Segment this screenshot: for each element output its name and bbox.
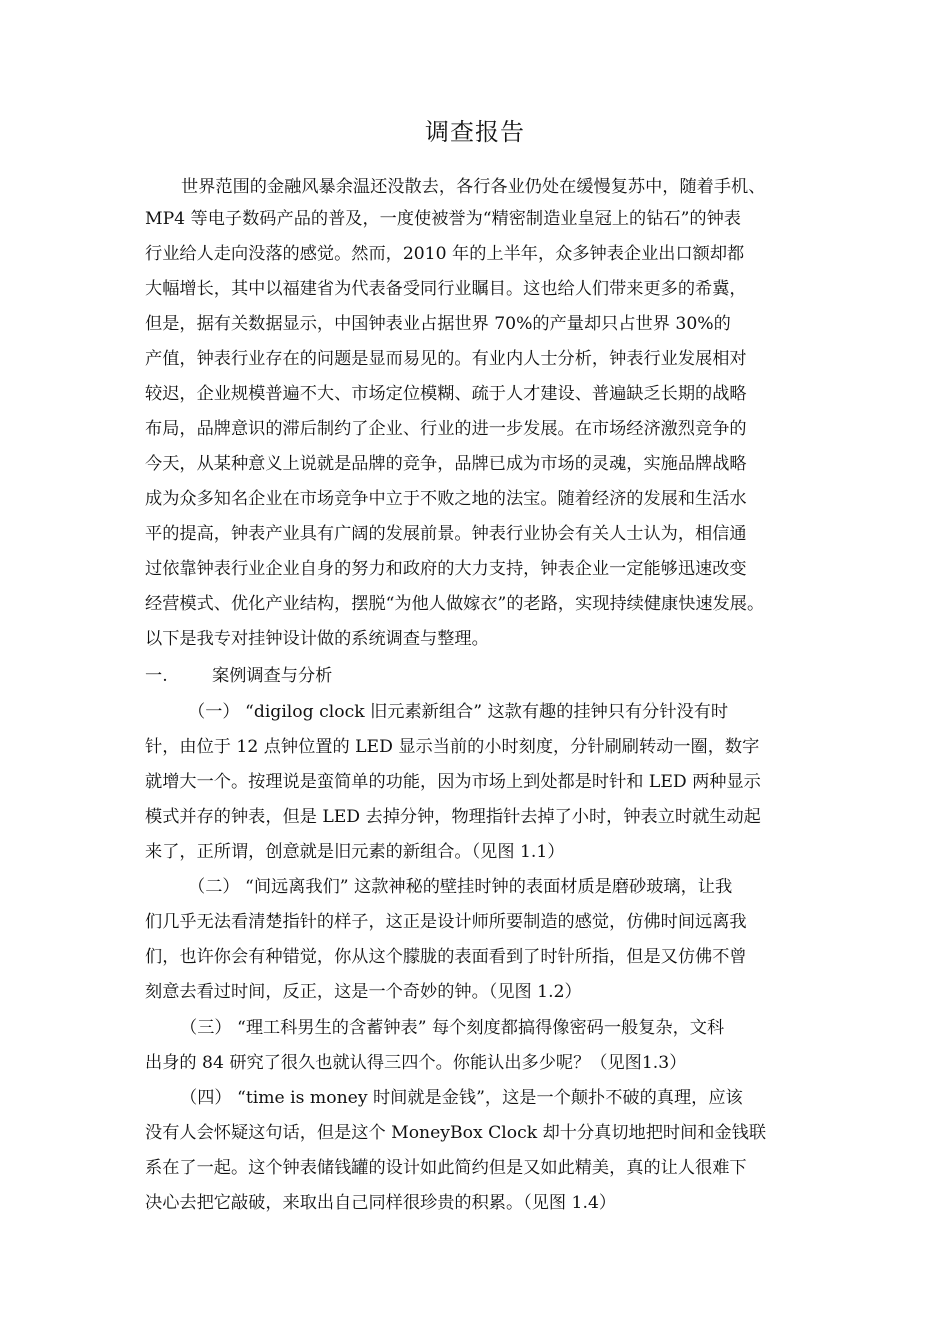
case4-line: 决心去把它敲破，来取出自己同样很珍贵的积累。（见图 1.4） [145,1193,617,1213]
intro-line: 大幅增长，其中以福建省为代表备受同行业瞩目。这也给人们带来更多的希冀， [145,279,747,299]
intro-line: 行业给人走向没落的感觉。然而，2010 年的上半年，众多钟表企业出口额却都 [145,244,745,264]
case2-line: 们几乎无法看清楚指针的样子，这正是设计师所要制造的感觉，仿佛时间远离我 [145,912,747,932]
document-title: 调查报告 [425,118,525,146]
case2-line: （二） “间远离我们” 这款神秘的壁挂时钟的表面材质是磨砂玻璃，让我 [188,877,733,897]
intro-line: 布局，品牌意识的滞后制约了企业、行业的进一步发展。在市场经济激烈竞争的 [145,419,747,439]
section-number: 一. [145,666,168,686]
intro-line: 但是，据有关数据显示，中国钟表业占据世界 70%的产量却只占世界 30%的 [145,314,731,334]
intro-line: 世界范围的金融风暴余温还没散去，各行各业仍处在缓慢复苏中，随着手机、 [181,177,766,197]
intro-line: 经营模式、优化产业结构，摆脱“为他人做嫁衣”的老路，实现持续健康快速发展。 [145,594,765,614]
intro-line: 产值，钟表行业存在的问题是显而易见的。有业内人士分析，钟表行业发展相对 [145,349,747,369]
case1-line: 就增大一个。按理说是蛮简单的功能，因为市场上到处都是时针和 LED 两种显示 [145,772,761,792]
intro-line: MP4 等电子数码产品的普及，一度使被誉为“精密制造业皇冠上的钻石”的钟表 [145,209,741,229]
intro-line: 较迟，企业规模普遍不大、市场定位模糊、疏于人才建设、普遍缺乏长期的战略 [145,384,747,404]
case3-line: 出身的 84 研究了很久也就认得三四个。你能认出多少呢？（见图1.3） [145,1053,687,1073]
intro-line: 过依靠钟表行业企业自身的努力和政府的大力支持，钟表企业一定能够迅速改变 [145,559,747,579]
case2-line: 们，也许你会有种错觉，你从这个朦胧的表面看到了时针所指，但是又仿佛不曾 [145,947,747,967]
intro-line: 以下是我专对挂钟设计做的系统调查与整理。 [145,629,489,649]
case1-line: 针，由位于 12 点钟位置的 LED 显示当前的小时刻度，分针刷刷转动一圈，数字 [145,737,760,757]
case4-line: 没有人会怀疑这句话，但是这个 MoneyBox Clock 却十分真切地把时间和金钱联 [145,1123,767,1143]
case2-line: 刻意去看过时间，反正，这是一个奇妙的钟。（见图 1.2） [145,982,582,1002]
case1-line: （一） “digilog clock 旧元素新组合” 这款有趣的挂钟只有分针没有时 [188,702,729,722]
intro-line: 今天，从某种意义上说就是品牌的竞争，品牌已成为市场的灵魂，实施品牌战略 [145,454,747,474]
intro-line: 成为众多知名企业在市场竞争中立于不败之地的法宝。随着经济的发展和生活水 [145,489,747,509]
section-heading: 案例调查与分析 [212,666,333,686]
case1-line: 来了，正所谓，创意就是旧元素的新组合。（见图 1.1） [145,842,565,862]
intro-line: 平的提高，钟表产业具有广阔的发展前景。钟表行业协会有关人士认为，相信通 [145,524,747,544]
case4-line: 系在了一起。这个钟表储钱罐的设计如此简约但是又如此精美，真的让人很难下 [145,1158,747,1178]
case3-line: （三） “理工科男生的含蓄钟表” 每个刻度都搞得像密码一般复杂，文科 [180,1018,725,1038]
case4-line: （四） “time is money 时间就是金钱”，这是一个颠扑不破的真理，应该 [180,1088,743,1108]
case1-line: 模式并存的钟表，但是 LED 去掉分钟，物理指针去掉了小时，钟表立时就生动起 [145,807,761,827]
